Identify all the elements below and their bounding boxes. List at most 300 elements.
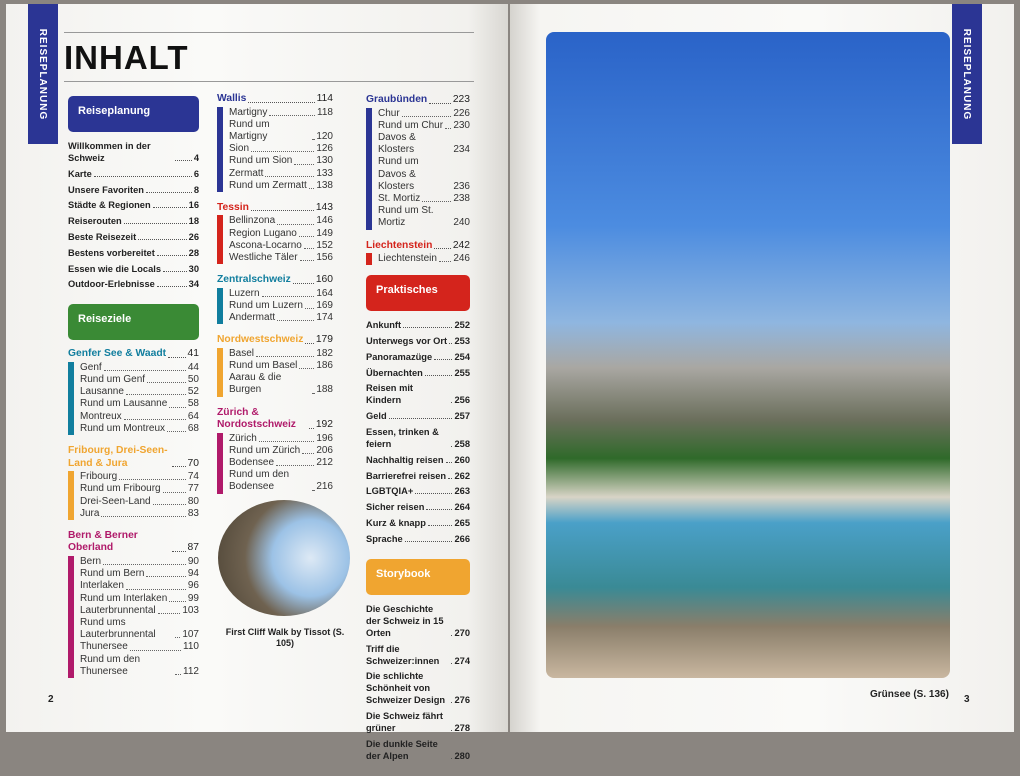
cliff-walk-photo <box>218 500 350 616</box>
subentry-page: 230 <box>453 119 470 131</box>
subentry-page: 130 <box>316 155 333 167</box>
dot-leader <box>146 576 185 577</box>
region-subentries <box>217 348 333 397</box>
subentry-title: Rund um Basel <box>229 360 298 372</box>
toc-entry[interactable] <box>68 199 199 211</box>
toc-entry[interactable] <box>366 410 470 422</box>
toc-entry[interactable] <box>366 517 470 529</box>
toc-entry-page: 30 <box>188 263 199 274</box>
toc-entry[interactable] <box>68 247 199 259</box>
subentry-title: Rund um den Bodensee <box>229 469 290 493</box>
toc-entry-page: 274 <box>454 655 470 666</box>
dot-leader <box>451 702 452 703</box>
toc-entry-title: Unsere Favoriten <box>68 184 144 195</box>
dot-leader <box>147 382 186 383</box>
subentry-title: Rund um Lausanne <box>80 398 168 410</box>
subentry-page: 156 <box>316 252 333 264</box>
region-heading[interactable] <box>68 530 199 555</box>
dot-leader <box>434 359 452 360</box>
toc-entry-title: Beste Reisezeit <box>68 231 137 242</box>
toc-entry-title: Barrierefrei reisen <box>366 470 447 481</box>
toc-entry-page: 265 <box>454 518 470 528</box>
subentry-page: 64 <box>187 410 199 422</box>
toc-entry-title: Sicher reisen <box>366 502 425 513</box>
toc-subentry[interactable] <box>80 496 199 508</box>
subentry-title: Basel <box>229 347 255 359</box>
subentry-title: Interlaken <box>80 580 124 592</box>
dot-leader <box>167 431 186 432</box>
toc-subentry[interactable] <box>378 193 470 205</box>
subentry-page: 216 <box>316 481 333 493</box>
dot-leader <box>445 128 451 129</box>
region-heading[interactable] <box>68 445 199 470</box>
dot-leader <box>277 224 314 225</box>
toc-subentry[interactable] <box>229 348 333 360</box>
toc-subentry[interactable] <box>229 119 333 143</box>
region-subentries <box>217 107 333 192</box>
dot-leader <box>157 255 187 256</box>
page-title: INHALT <box>64 32 474 82</box>
toc-subentry[interactable] <box>229 288 333 300</box>
toc-entry[interactable] <box>68 168 199 180</box>
region-heading[interactable] <box>217 93 333 106</box>
subentry-title: Zürich <box>229 432 257 444</box>
toc-entry-page: 278 <box>454 723 470 734</box>
subentry-page: 74 <box>187 471 199 483</box>
toc-subentry[interactable] <box>229 143 333 155</box>
toc-subentry[interactable] <box>229 312 333 324</box>
toc-entry-page: 8 <box>193 184 199 195</box>
toc-subentry[interactable] <box>80 605 199 617</box>
dot-leader <box>101 516 185 517</box>
region-page: 192 <box>315 419 333 431</box>
region-page: 160 <box>315 274 333 286</box>
region-title: Zürich & Nordostschweiz <box>217 406 296 431</box>
toc-entry-title: Reiserouten <box>68 216 122 227</box>
subentry-page: 103 <box>182 604 199 616</box>
subentry-title: Rund um Sion <box>229 155 293 167</box>
toc-entry[interactable] <box>366 351 470 363</box>
toc-entry[interactable] <box>366 670 470 706</box>
toc-entry-page: 264 <box>454 502 470 513</box>
region-subentries <box>217 433 333 494</box>
toc-subentry[interactable] <box>80 654 199 678</box>
toc-entry[interactable] <box>366 454 470 466</box>
dot-leader <box>276 465 314 466</box>
toc-entry-page: 18 <box>188 216 199 227</box>
toc-entry-title: Panoramazüge <box>366 351 433 362</box>
region-subentries <box>217 288 333 325</box>
toc-entry-title: LGBTQIA+ <box>366 486 414 497</box>
subentry-page: 120 <box>316 130 333 142</box>
region-title: Tessin <box>217 201 249 213</box>
subentry-title: Rund um Luzern <box>229 299 303 311</box>
toc-entry-page: 253 <box>454 336 470 347</box>
dot-leader <box>429 103 451 104</box>
region-title: Bern & Berner Oberland <box>68 529 138 554</box>
region-page: 41 <box>187 348 199 360</box>
subentry-title: Rund um Fribourg <box>80 483 161 495</box>
subentry-title: Rund um Chur <box>378 119 444 131</box>
subentry-page: 80 <box>187 495 199 507</box>
dot-leader <box>172 551 185 552</box>
subentry-page: 146 <box>316 215 333 227</box>
subentry-page: 186 <box>316 360 333 372</box>
subentry-title: Aarau & die Burgen <box>229 372 282 396</box>
dot-leader <box>251 151 314 152</box>
toc-entry[interactable] <box>68 263 199 275</box>
dot-leader <box>312 139 314 140</box>
dot-leader <box>309 188 315 189</box>
toc-entry-page: 276 <box>454 695 470 706</box>
dot-leader <box>293 283 314 284</box>
section-header-box: Storybook <box>366 559 470 595</box>
dot-leader <box>389 418 453 419</box>
toc-entry-page: 280 <box>454 750 470 761</box>
dot-leader <box>300 260 315 261</box>
toc-subentry[interactable] <box>378 253 470 265</box>
toc-subentry[interactable] <box>80 593 199 605</box>
toc-subentry[interactable] <box>229 372 333 396</box>
subentry-title: Rund um den Thunersee <box>80 653 141 677</box>
subentry-title: Genf <box>80 361 102 373</box>
subentry-page: 83 <box>187 507 199 519</box>
toc-entry[interactable] <box>366 319 470 331</box>
toc-entry[interactable] <box>68 184 199 196</box>
subentry-title: Chur <box>378 107 400 119</box>
toc-subentry[interactable] <box>80 580 199 592</box>
toc-entry-list <box>68 140 199 290</box>
dot-leader <box>163 271 187 272</box>
toc-entry[interactable] <box>366 426 470 450</box>
subentry-page: 138 <box>316 179 333 191</box>
toc-entry-title: Sprache <box>366 533 403 544</box>
subentry-page: 196 <box>316 432 333 444</box>
dot-leader <box>425 375 453 376</box>
subentry-page: 52 <box>187 386 199 398</box>
subentry-page: 77 <box>187 483 199 495</box>
toc-entry-title: Übernachten <box>366 367 423 378</box>
subentry-page: 96 <box>187 580 199 592</box>
toc-entry[interactable] <box>366 710 470 734</box>
toc-entry-title: Die dunkle Seite der Alpen <box>366 738 438 761</box>
region-title: Fribourg, Drei-Seen-Land & Jura <box>68 445 168 469</box>
section-tab-label: REISEPLANUNG <box>961 28 973 120</box>
dot-leader <box>305 343 313 344</box>
subentry-page: 246 <box>453 253 470 265</box>
subentry-page: 133 <box>316 167 333 179</box>
region-page: 223 <box>452 94 470 105</box>
subentry-page: 94 <box>187 568 199 580</box>
subentry-title: Martigny <box>229 106 268 118</box>
gruensee-photo <box>546 32 950 678</box>
dot-leader <box>403 327 452 328</box>
region-heading[interactable] <box>366 240 470 253</box>
subentry-page: 68 <box>187 422 199 434</box>
dot-leader <box>451 446 452 447</box>
toc-subentry[interactable] <box>229 445 333 457</box>
dot-leader <box>305 308 314 309</box>
toc-subentry[interactable] <box>80 471 199 483</box>
dot-leader <box>175 674 181 675</box>
toc-subentry[interactable] <box>378 108 470 120</box>
dot-leader <box>426 509 452 510</box>
region-subentries <box>217 215 333 264</box>
region-title: Graubünden <box>366 94 428 105</box>
toc-entry-title: Unterwegs vor Ort <box>366 336 448 347</box>
region-heading[interactable] <box>217 202 333 215</box>
subentry-page: 236 <box>453 180 470 192</box>
subentry-title: Rund um Zermatt <box>229 179 307 191</box>
dot-leader <box>434 248 450 249</box>
region-page: 179 <box>315 334 333 346</box>
toc-subentry[interactable] <box>80 556 199 568</box>
toc-entry-page: 34 <box>188 279 199 290</box>
dot-leader <box>451 758 452 759</box>
toc-entry[interactable] <box>366 738 470 762</box>
dot-leader <box>172 466 185 467</box>
section-tab-left <box>28 4 58 144</box>
toc-entry-page: 6 <box>193 168 199 179</box>
dot-leader <box>138 239 186 240</box>
subentry-title: Bellinzona <box>229 215 276 227</box>
dot-leader <box>422 201 451 202</box>
region-heading[interactable] <box>217 407 333 432</box>
toc-entry-page: 258 <box>454 439 470 450</box>
dot-leader <box>312 393 314 394</box>
dot-leader <box>304 248 314 249</box>
toc-subentry[interactable] <box>378 132 470 156</box>
dot-leader <box>251 210 314 211</box>
subentry-page: 118 <box>317 106 333 118</box>
toc-entry-page: 4 <box>193 153 199 163</box>
dot-leader <box>402 116 452 117</box>
toc-subentry[interactable] <box>378 120 470 132</box>
dot-leader <box>124 223 187 224</box>
toc-entry-page: 16 <box>188 200 199 211</box>
subentry-title: Luzern <box>229 287 260 299</box>
dot-leader <box>309 428 313 429</box>
toc-entry-title: Reisen mit Kindern <box>366 383 414 406</box>
toc-subentry[interactable] <box>229 168 333 180</box>
toc-subentry[interactable] <box>80 568 199 580</box>
dot-leader <box>157 286 187 287</box>
dot-leader <box>103 564 186 565</box>
region-page: 70 <box>187 457 199 469</box>
toc-subentry[interactable] <box>229 457 333 469</box>
region-title: Nordwestschweiz <box>217 334 304 346</box>
dot-leader <box>126 394 186 395</box>
toc-entry-title: Kurz & knapp <box>366 518 426 528</box>
toc-subentry[interactable] <box>229 360 333 372</box>
photo-caption-gruensee: Grünsee (S. 136) <box>870 689 949 700</box>
toc-subentry[interactable] <box>229 107 333 119</box>
subentry-title: Rund um Interlaken <box>80 592 168 604</box>
toc-subentry[interactable] <box>229 469 333 493</box>
toc-entry[interactable] <box>366 367 470 379</box>
toc-entry-title: Essen, trinken & feiern <box>366 427 439 450</box>
subentry-title: Rund um St. Mortiz <box>378 205 434 229</box>
dot-leader <box>168 357 185 358</box>
subentry-page: 50 <box>187 374 199 386</box>
subentry-title: Lauterbrunnental <box>80 604 156 616</box>
dot-leader <box>269 115 315 116</box>
toc-subentry[interactable] <box>80 398 199 410</box>
region-page: 114 <box>316 93 333 104</box>
subentry-title: Rund um Zürich <box>229 444 301 456</box>
subentry-page: 58 <box>187 398 199 410</box>
subentry-title: Montreux <box>80 410 122 422</box>
toc-entry[interactable] <box>366 382 470 406</box>
toc-subentry[interactable] <box>80 386 199 398</box>
toc-subentry[interactable] <box>229 300 333 312</box>
section-tab-right <box>952 4 982 144</box>
toc-subentry[interactable] <box>229 155 333 167</box>
region-title: Genfer See & Waadt <box>68 348 167 360</box>
dot-leader <box>405 541 453 542</box>
subentry-page: 174 <box>316 312 333 324</box>
toc-entry[interactable] <box>366 603 470 639</box>
toc-subentry[interactable] <box>378 156 470 193</box>
subentry-page: 107 <box>182 629 199 641</box>
subentry-title: Davos & Klosters <box>378 131 416 156</box>
toc-entry[interactable] <box>68 215 199 227</box>
toc-entry[interactable] <box>68 231 199 243</box>
region-heading[interactable] <box>366 94 470 107</box>
toc-subentry[interactable] <box>229 433 333 445</box>
subentry-page: 226 <box>453 107 470 119</box>
subentry-title: Rund um Davos & Klosters <box>378 156 419 192</box>
dot-leader <box>94 176 192 177</box>
toc-subentry[interactable] <box>80 508 199 520</box>
toc-subentry[interactable] <box>80 362 199 374</box>
toc-entry-page: 262 <box>454 470 470 481</box>
region-subentries <box>366 253 470 265</box>
dot-leader <box>277 320 314 321</box>
dot-leader <box>265 176 314 177</box>
dot-leader <box>299 368 314 369</box>
toc-entry[interactable] <box>366 470 470 482</box>
subentry-title: Rund um Genf <box>80 374 146 386</box>
toc-entry-list <box>366 319 470 545</box>
dot-leader <box>158 613 181 614</box>
subentry-page: 112 <box>183 665 199 677</box>
photo-caption-cliff-walk: First Cliff Walk by Tissot (S. 105) <box>225 627 345 648</box>
subentry-title: Fribourg <box>80 471 118 483</box>
subentry-title: Region Lugano <box>229 227 297 239</box>
subentry-page: 90 <box>187 555 199 567</box>
subentry-page: 152 <box>316 239 333 251</box>
toc-entry-page: 28 <box>188 247 199 258</box>
toc-subentry[interactable] <box>80 374 199 386</box>
toc-entry-page: 266 <box>454 533 470 544</box>
dot-leader <box>449 343 452 344</box>
dot-leader <box>104 370 186 371</box>
subentry-title: Rund ums Lauterbrunnental <box>80 616 156 641</box>
subentry-title: Andermatt <box>229 312 276 324</box>
toc-subentry[interactable] <box>229 215 333 227</box>
dot-leader <box>124 419 186 420</box>
dot-leader <box>448 478 452 479</box>
toc-entry[interactable] <box>366 485 470 497</box>
toc-entry-page: 256 <box>454 395 470 406</box>
toc-entry-page: 260 <box>454 454 470 465</box>
subentry-page: 212 <box>316 457 333 469</box>
toc-entry-page: 263 <box>454 486 470 497</box>
dot-leader <box>262 296 315 297</box>
toc-subentry[interactable] <box>80 423 199 435</box>
toc-column-2 <box>217 93 333 504</box>
region-heading[interactable] <box>68 348 199 361</box>
region-subentries <box>68 471 199 520</box>
toc-subentry[interactable] <box>80 411 199 423</box>
toc-entry[interactable] <box>366 501 470 513</box>
section-header-box: Reiseplanung <box>68 96 199 132</box>
toc-entry[interactable] <box>68 278 199 290</box>
toc-entry-title: Triff die Schweizer:innen <box>366 643 440 666</box>
dot-leader <box>130 650 181 651</box>
subentry-title: Rund um Martigny <box>229 118 270 142</box>
toc-entry[interactable] <box>68 140 199 164</box>
subentry-title: St. Mortiz <box>378 192 421 204</box>
subentry-page: 238 <box>453 192 470 204</box>
toc-entry-page: 26 <box>188 231 199 242</box>
subentry-title: Jura <box>80 507 100 519</box>
toc-column-1 <box>68 96 199 688</box>
toc-subentry[interactable] <box>378 205 470 229</box>
toc-subentry[interactable] <box>80 617 199 641</box>
dot-leader <box>169 407 186 408</box>
dot-leader <box>302 453 314 454</box>
toc-subentry[interactable] <box>229 252 333 264</box>
region-heading[interactable] <box>217 274 333 287</box>
toc-subentry[interactable] <box>229 180 333 192</box>
subentry-page: 99 <box>187 592 199 604</box>
dot-leader <box>175 637 181 638</box>
subentry-title: Westliche Täler <box>229 252 298 264</box>
subentry-title: Liechtenstein <box>378 253 437 265</box>
toc-entry-title: Bestens vorbereitet <box>68 247 155 258</box>
toc-subentry[interactable] <box>229 228 333 240</box>
toc-entry-title: Outdoor-Erlebnisse <box>68 279 155 290</box>
toc-entry-title: Die Schweiz fährt grüner <box>366 711 443 734</box>
toc-entry[interactable] <box>366 643 470 667</box>
toc-subentry[interactable] <box>80 483 199 495</box>
toc-entry[interactable] <box>366 533 470 545</box>
dot-leader <box>439 261 451 262</box>
toc-entry[interactable] <box>366 335 470 347</box>
toc-column-3 <box>366 94 470 776</box>
toc-entry-title: Städte & Regionen <box>68 200 151 211</box>
dot-leader <box>153 504 186 505</box>
region-page: 87 <box>187 542 199 554</box>
toc-entry-page: 252 <box>454 320 470 331</box>
subentry-title: Drei-Seen-Land <box>80 495 151 507</box>
subentry-title: Bern <box>80 555 102 567</box>
subentry-page: 44 <box>187 361 199 373</box>
region-subentries <box>366 108 470 230</box>
dot-leader <box>299 236 314 237</box>
region-heading[interactable] <box>217 334 333 347</box>
toc-subentry[interactable] <box>80 641 199 653</box>
toc-subentry[interactable] <box>229 240 333 252</box>
dot-leader <box>451 663 452 664</box>
subentry-title: Lausanne <box>80 386 124 398</box>
dot-leader <box>153 207 187 208</box>
subentry-page: 188 <box>316 384 333 396</box>
page-number-left: 2 <box>48 694 54 705</box>
toc-entry-list <box>366 603 470 762</box>
